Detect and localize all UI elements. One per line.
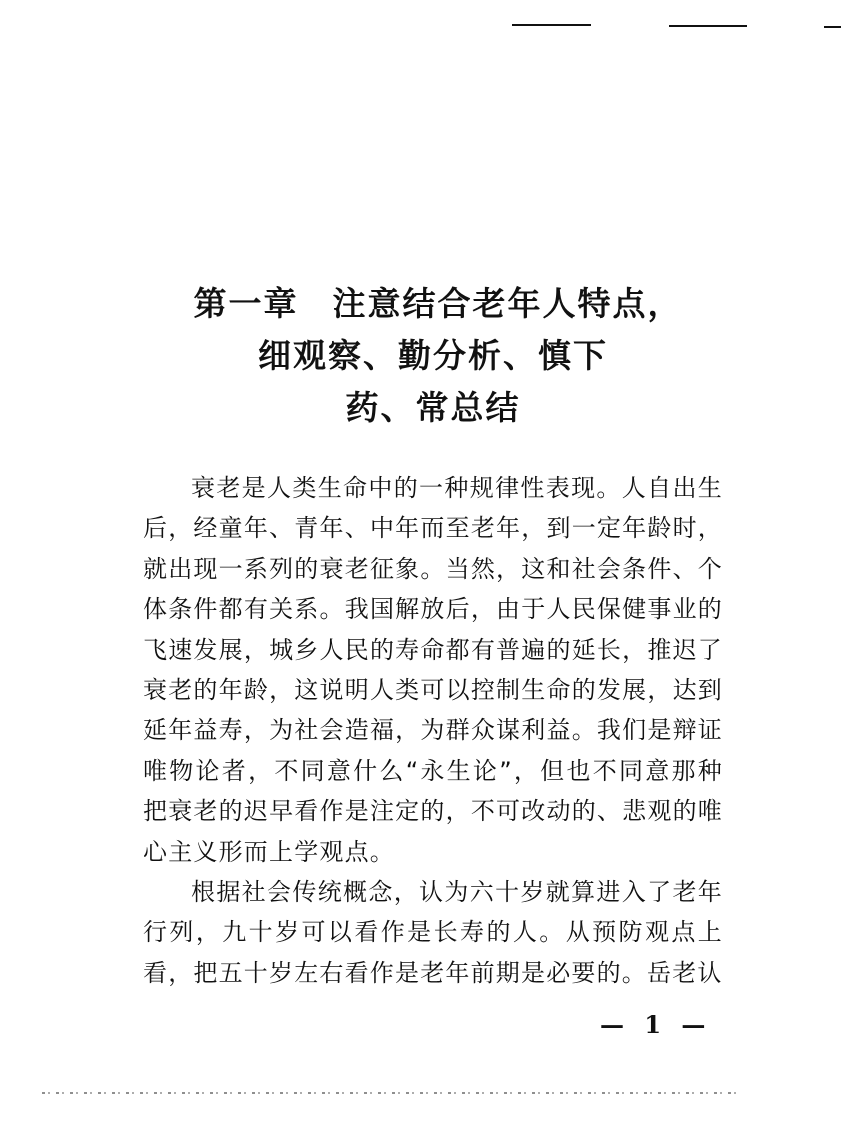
paragraph-1: 衰老是人类生命中的一种规律性表现。人自出生后，经童年、青年、中年而至老年，到一定年龄时，就出现一系列的衰老征象。当然，这和社会条件、个体条件都有关系。我国解放后，由于人民保健事业的飞速发展，城乡人民的寿命都有普遍的延长，推迟了衰老的年龄，这说明人类可以控制生命的发展，达到延年益寿，为社会造福，为群众谋利益。我们是辩证唯物论者，不同意什么“永生论”，但也不同意那种把衰老的迟早看作是注定的，不可改动的、悲观的唯心主义形而上学观点。 <box>143 474 723 866</box>
chapter-number: 第一章 <box>193 284 299 323</box>
chapter-title-line-1 <box>0 278 866 330</box>
chapter-title-line-2: 细观察、勤分析、慎下 <box>258 336 608 375</box>
header-rule-2 <box>669 25 747 27</box>
chapter-title-line-3: 药、常总结 <box>345 388 521 427</box>
chapter-title <box>0 278 866 434</box>
paragraph-2: 根据社会传统概念，认为六十岁就算进入了老年行列，九十岁可以看作是长寿的人。从预防观点上看，把五十岁左右看作是老年前期是必要的。岳老认 <box>143 878 723 987</box>
scan-artifact-line <box>42 1092 742 1094</box>
page-number: — 1 — <box>600 1010 712 1039</box>
header-rule-1 <box>512 24 591 26</box>
body-text <box>143 468 723 993</box>
header-rule-3 <box>824 26 841 28</box>
chapter-title-text-1: 注意结合老年人特点， <box>332 284 683 323</box>
